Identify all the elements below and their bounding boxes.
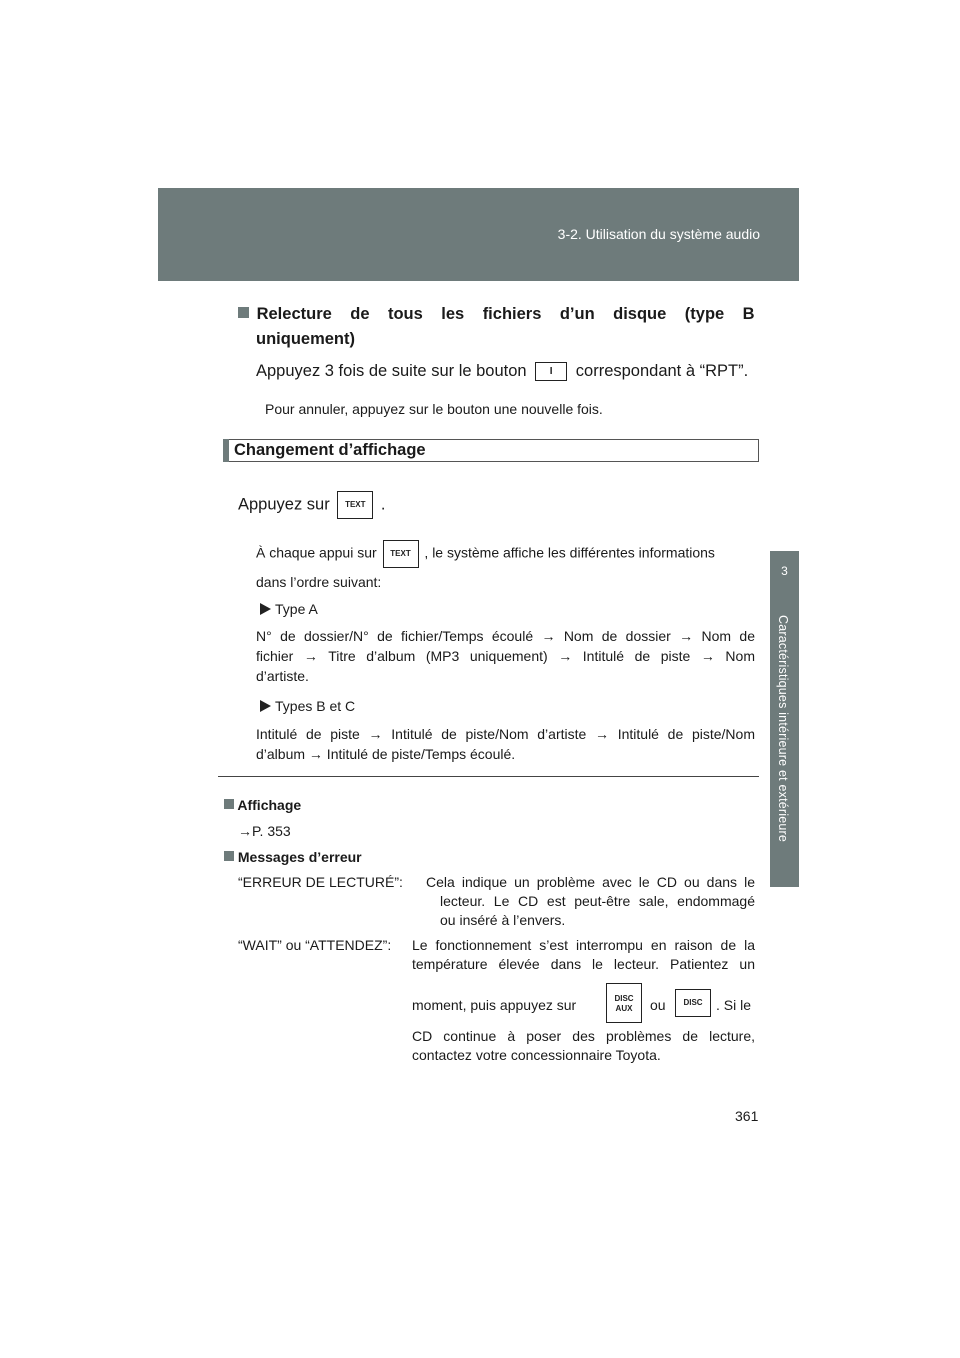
type-bc-label-text: Types B et C [275, 698, 356, 714]
press-text-instruction [238, 491, 386, 519]
cancel-note: Pour annuler, appuyez sur le bouton une nouvelle fois. [265, 401, 603, 417]
disc-aux-key-top: DISC [614, 994, 634, 1003]
affichage-title [224, 797, 301, 813]
messages-title-text: Messages d’erreur [237, 849, 362, 865]
instruction-after: correspondant à “RPT”. [575, 362, 749, 380]
each-press-after: , le système affiche les différentes informations [424, 544, 715, 561]
relecture-instruction [256, 362, 756, 381]
type-a-line1: N° de dossier/N° de fichier/Temps écoulé → Nom de dossier → Nom de [256, 628, 755, 644]
disc-aux-key-icon [606, 983, 642, 1023]
divider [218, 776, 759, 777]
type-bc-label [260, 698, 355, 714]
type-a-label-text: Type A [275, 601, 318, 617]
instruction-before: Appuyez 3 fois de suite sur le bouton [256, 362, 527, 380]
type-a-label [260, 601, 318, 617]
relecture-heading [238, 305, 755, 324]
square-bullet-icon [238, 307, 249, 318]
affichage-title-text: Affichage [237, 797, 302, 813]
type-a-line2: fichier → Titre d’album (MP3 uniquement) → Intitulé de piste → Nom [256, 648, 755, 664]
press-before: Appuyez sur [238, 495, 330, 514]
triangle-bullet-icon-2 [260, 700, 271, 712]
type-bc-line2: d’album → Intitulé de piste/Temps écoulé. [256, 746, 516, 762]
error2-line4: CD continue à poser des problèmes de lecture, [412, 1028, 755, 1044]
error2-or: ou [650, 997, 666, 1013]
text-key-icon: TEXT [337, 491, 373, 519]
section-title: Changement d’affichage [234, 441, 426, 459]
chapter-title: Caractéristiques intérieure et extérieure [776, 615, 790, 843]
error1-line1: Cela indique un problème avec le CD ou dans le [426, 874, 755, 890]
error2-line3 [412, 983, 755, 1023]
relecture-heading-line2: uniquement) [256, 330, 355, 348]
type-a-line3: d’artiste. [256, 668, 309, 684]
text-key-icon-2: TEXT [383, 540, 419, 568]
error2-line2: température élevée dans le lecteur. Patientez un [412, 956, 755, 972]
square-bullet-icon-3 [224, 851, 234, 861]
button-1-key: I [535, 362, 567, 381]
chapter-number: 3 [781, 564, 788, 578]
error2-line5: contactez votre concessionnaire Toyota. [412, 1047, 661, 1063]
disc-aux-key-bottom: AUX [615, 1004, 633, 1013]
each-press-line2: dans l’ordre suivant: [256, 574, 382, 590]
type-bc-line1: Intitulé de piste → Intitulé de piste/Nom d’artiste → Intitulé de piste/Nom [256, 726, 755, 742]
error1-code: “ERREUR DE LECTURÉ”: [238, 874, 403, 890]
error2-code: “WAIT” ou “ATTENDEZ”: [238, 937, 392, 953]
error2-line1: Le fonctionnement s’est interrompu en raison de la [412, 937, 755, 953]
page-number: 361 [735, 1108, 759, 1124]
section-title-marker [223, 439, 229, 462]
square-bullet-icon-2 [224, 799, 234, 809]
error1-line2: lecteur. Le CD est peut-être sale, endommagé [440, 893, 755, 909]
breadcrumb: 3-2. Utilisation du système audio [557, 226, 760, 242]
press-after: . [380, 495, 386, 514]
triangle-bullet-icon [260, 603, 271, 615]
relecture-heading-line1: Relecture de tous les fichiers d’un disque (type B [256, 305, 755, 323]
each-press-line1 [256, 540, 755, 568]
error2-line3-after: . Si le [716, 997, 752, 1013]
error2-line3-before: moment, puis appuyez sur [412, 997, 577, 1013]
messages-title [224, 849, 362, 865]
each-press-before: À chaque appui sur [256, 544, 377, 561]
disc-key-icon: DISC [675, 989, 711, 1017]
error1-line3: ou inséré à l’envers. [440, 912, 566, 928]
affichage-ref: →P. 353 [238, 823, 291, 839]
